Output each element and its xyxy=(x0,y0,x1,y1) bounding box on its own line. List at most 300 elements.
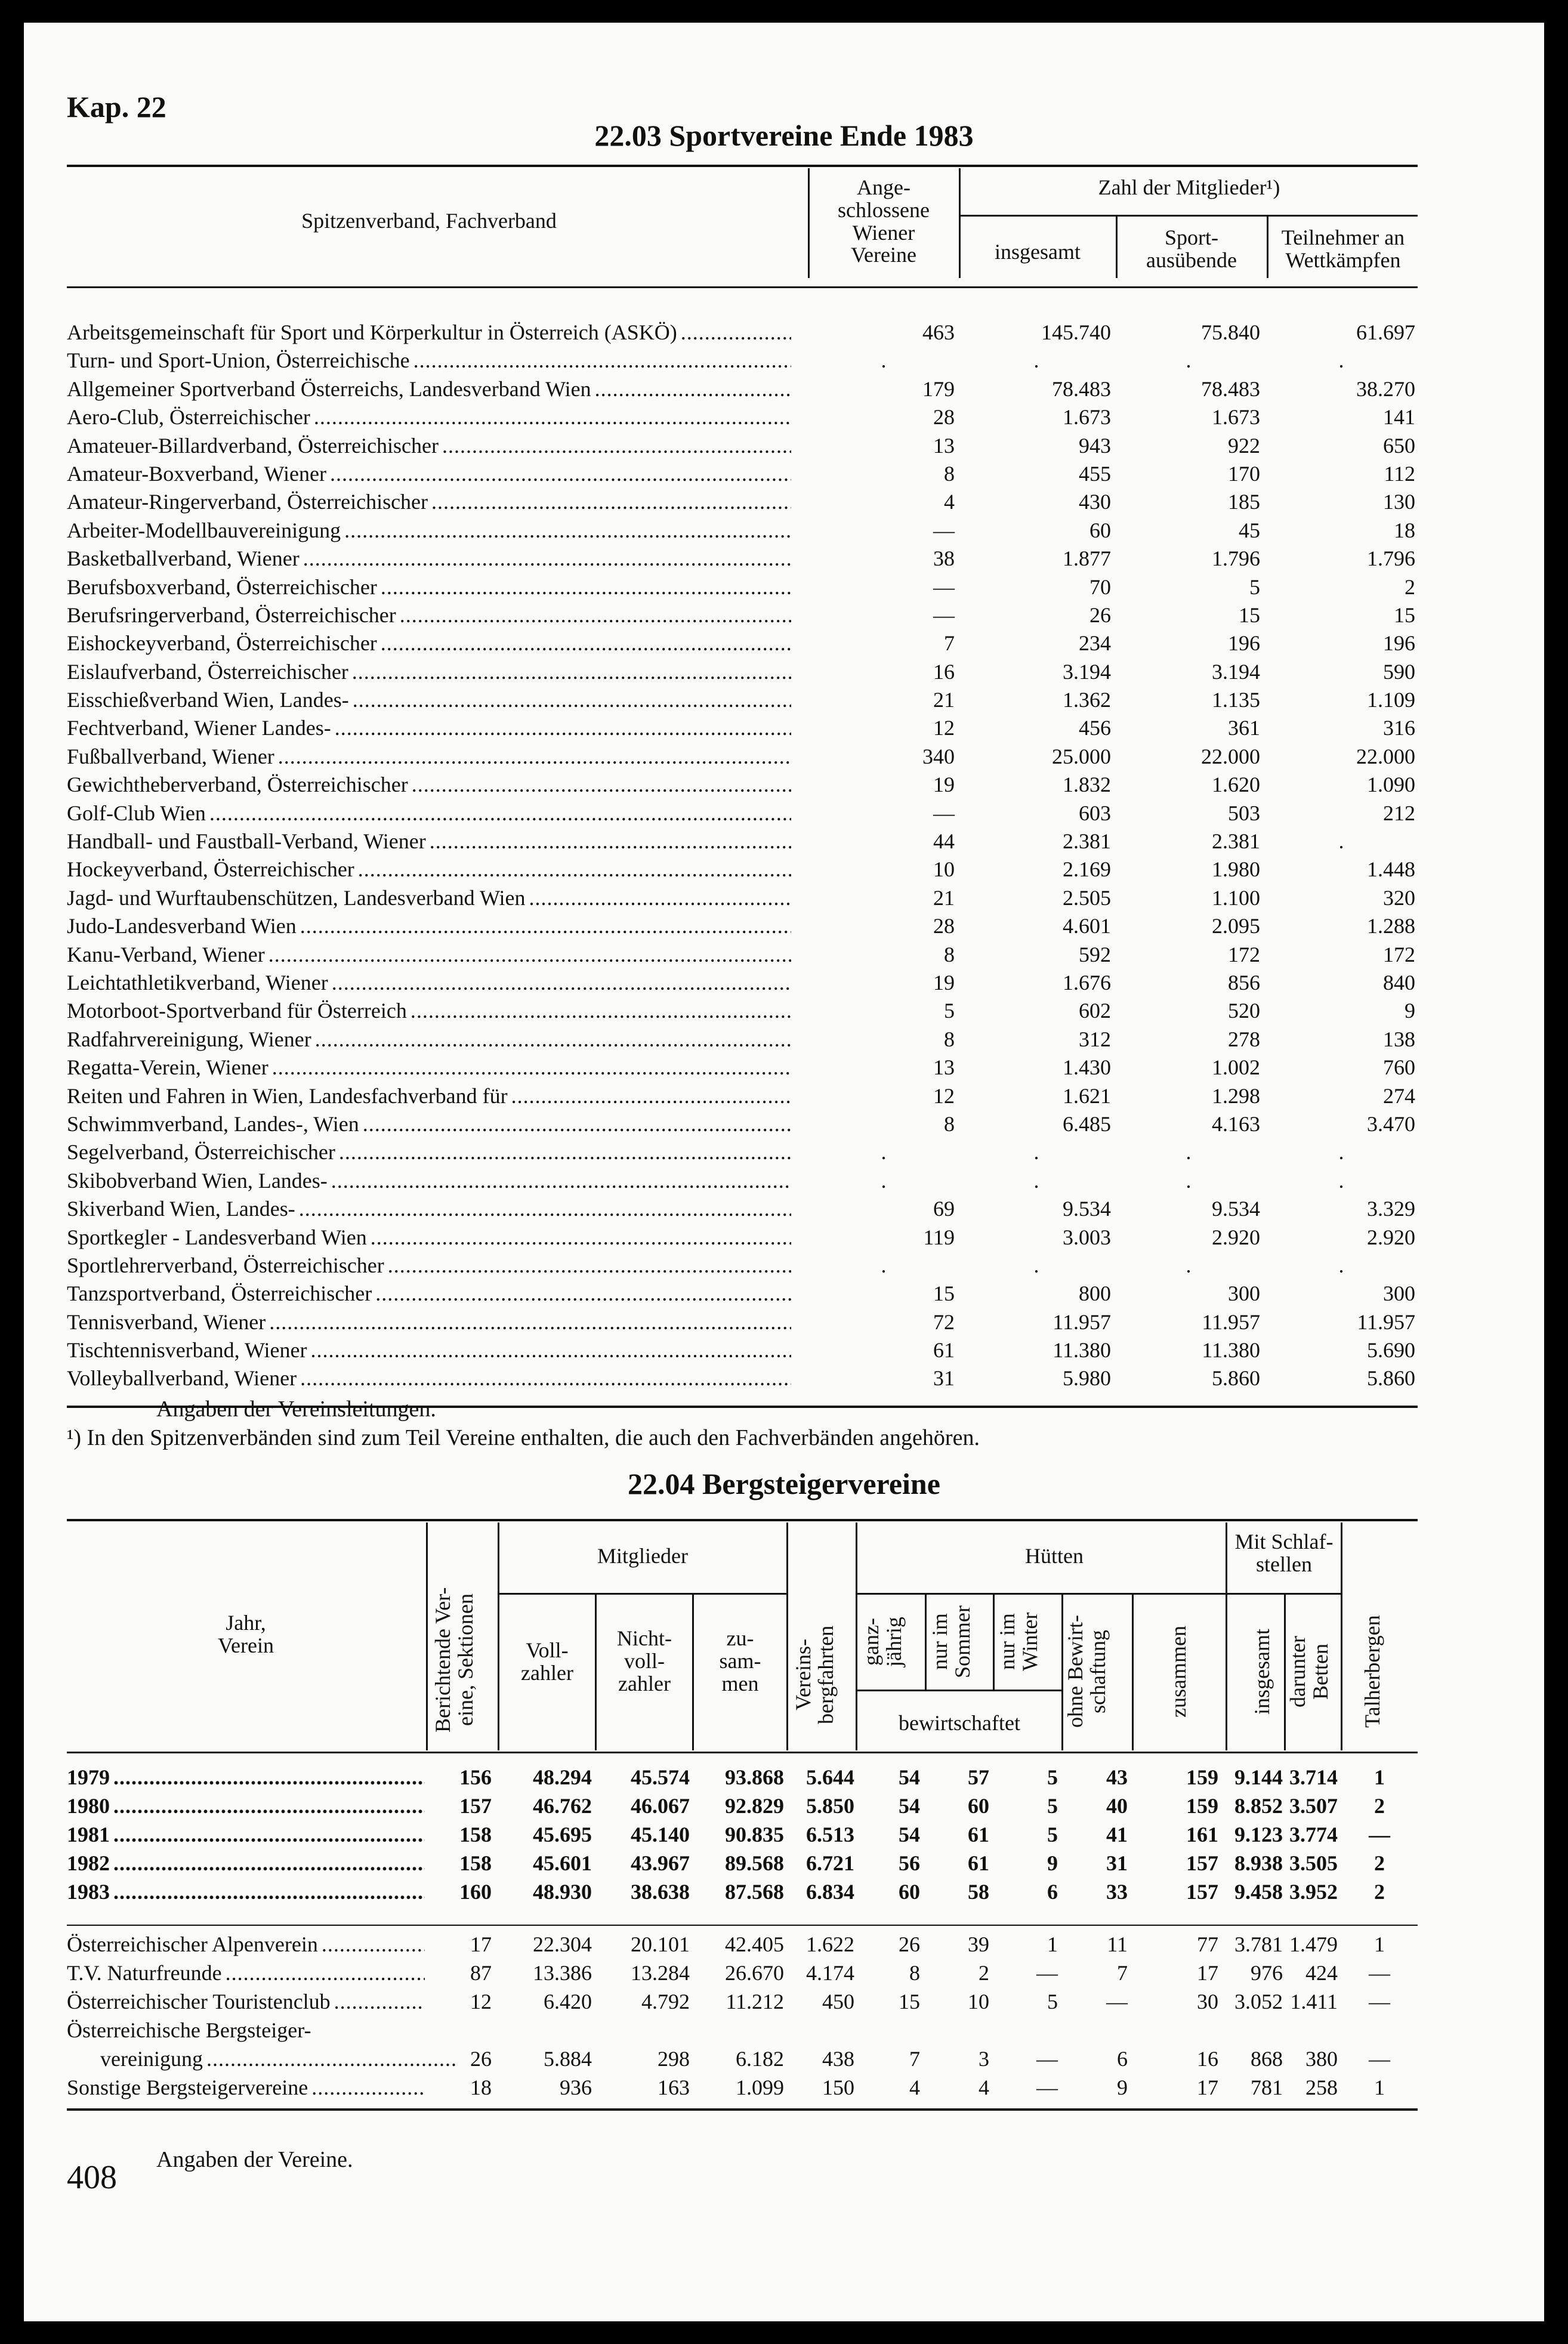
table-row xyxy=(67,857,1418,885)
table2-year-rows xyxy=(67,1765,1418,1908)
leader-dots xyxy=(595,376,791,402)
table-row xyxy=(67,320,1418,348)
cell-value: 60 xyxy=(968,1794,989,1818)
cell-value: 13.284 xyxy=(631,1961,690,1985)
cell-value: 57 xyxy=(968,1765,989,1789)
cell-value: 31 xyxy=(1106,1851,1128,1875)
cell-value: 61 xyxy=(968,1851,989,1875)
header-betten: darunter Betten xyxy=(1286,1636,1332,1707)
cell-value: 54 xyxy=(899,1823,920,1846)
cell-value: 9.534 xyxy=(1212,1197,1260,1221)
cell-value: 9 xyxy=(1117,2076,1128,2099)
cell-value: 1.980 xyxy=(1212,857,1260,882)
cell-value: 61 xyxy=(968,1823,989,1846)
header-divider xyxy=(786,1522,788,1750)
cell-value: 16 xyxy=(933,659,955,684)
cell-value: 430 xyxy=(1079,490,1111,514)
cell-value: . xyxy=(881,348,887,373)
cell-value: 1 xyxy=(1374,1765,1385,1789)
row-label xyxy=(67,942,791,967)
cell-value: 20.101 xyxy=(631,1932,690,1956)
table2-top-rule xyxy=(67,1519,1418,1521)
row-label-text: Golf-Club Wien xyxy=(67,801,206,825)
table-row xyxy=(67,603,1418,631)
table-row xyxy=(67,998,1418,1026)
table-row xyxy=(67,744,1418,772)
cell-value: . xyxy=(1033,348,1039,373)
cell-value: — xyxy=(933,603,955,627)
cell-value: 5.884 xyxy=(544,2047,592,2071)
cell-value: 1.877 xyxy=(1063,546,1111,571)
cell-value: 6.182 xyxy=(736,2047,784,2071)
row-label-text: Österreichischer Touristenclub xyxy=(67,1990,331,2013)
leader-dots xyxy=(335,715,791,740)
row-label-text: Jagd- und Wurftaubenschützen, Landesverband Wien xyxy=(67,885,526,910)
leader-dots xyxy=(209,801,791,826)
cell-value: 22.000 xyxy=(1356,744,1415,768)
cell-value: 15 xyxy=(899,1990,920,2013)
leader-dots xyxy=(442,433,791,458)
row-label xyxy=(67,970,791,995)
table-row xyxy=(67,1027,1418,1055)
cell-value: 10 xyxy=(933,857,955,882)
table-row xyxy=(67,489,1418,517)
cell-value: 26.670 xyxy=(725,1961,784,1985)
header-insgesamt: insgesamt xyxy=(995,240,1081,264)
leader-dots xyxy=(314,404,791,430)
cell-value: 158 xyxy=(459,1823,492,1846)
row-label-text: Skiverband Wien, Landes- xyxy=(67,1197,295,1221)
cell-value: 18 xyxy=(1394,518,1415,542)
cell-value: 11.957 xyxy=(1202,1310,1260,1334)
cell-value: — xyxy=(933,518,955,542)
row-label-text: Tennisverband, Wiener xyxy=(67,1310,266,1334)
row-label xyxy=(67,603,791,628)
row-label xyxy=(67,1851,425,1876)
cell-value: 11.212 xyxy=(726,1990,784,2013)
cell-value: 2 xyxy=(1374,1794,1385,1818)
leader-dots xyxy=(352,659,791,684)
table-row xyxy=(67,1793,1418,1822)
row-label xyxy=(67,546,791,571)
cell-value: 6 xyxy=(1117,2047,1128,2071)
row-label-text: Fechtverband, Wiener Landes- xyxy=(67,716,331,740)
cell-value: 54 xyxy=(899,1765,920,1789)
header-mitglieder-group: Zahl der Mitglieder¹) xyxy=(1098,175,1280,199)
cell-value: 5.644 xyxy=(806,1765,854,1789)
cell-value: — xyxy=(1369,1823,1390,1846)
leader-dots xyxy=(344,518,791,543)
cell-value: 9.534 xyxy=(1063,1197,1111,1221)
cell-value: — xyxy=(1369,1961,1390,1985)
table-row xyxy=(67,772,1418,800)
cell-value: 450 xyxy=(822,1990,854,2013)
cell-value: 7 xyxy=(909,2047,920,2071)
header-zusammen: zu- sam- men xyxy=(719,1626,761,1696)
cell-value: 15 xyxy=(933,1281,955,1306)
cell-value: 2.381 xyxy=(1212,829,1260,854)
row-label xyxy=(67,1310,791,1335)
row-label-text: Arbeitsgemeinschaft für Sport und Körperkultur in Österreich (ASKÖ) xyxy=(67,320,677,344)
row-label-text: Motorboot-Sportverband für Österreich xyxy=(67,999,407,1023)
leader-dots xyxy=(113,1822,425,1847)
cell-value: — xyxy=(1036,2076,1058,2099)
cell-value: . xyxy=(1033,1253,1039,1277)
cell-value: 13.386 xyxy=(533,1961,592,1985)
header-vollzahler: Voll- zahler xyxy=(521,1638,573,1685)
row-label-text: Berufsboxverband, Österreichischer xyxy=(67,575,377,599)
cell-value: 5 xyxy=(1047,1794,1058,1818)
table-row xyxy=(67,1281,1418,1309)
cell-value: 9.144 xyxy=(1234,1765,1283,1789)
table-row xyxy=(67,1765,1418,1793)
table-row xyxy=(67,1310,1418,1338)
row-label xyxy=(67,885,791,910)
cell-value: . xyxy=(1186,1168,1192,1193)
leader-dots xyxy=(371,1225,791,1250)
row-label xyxy=(67,1366,791,1391)
cell-value: 9.458 xyxy=(1234,1880,1283,1904)
cell-value: 9.123 xyxy=(1234,1823,1283,1846)
cell-value: 78.483 xyxy=(1052,376,1111,401)
leader-dots xyxy=(299,1196,791,1221)
table-row xyxy=(67,1168,1418,1196)
row-label-text: 1982 xyxy=(67,1851,110,1875)
cell-value: 21 xyxy=(933,688,955,712)
row-label xyxy=(67,1879,425,1904)
table2-title: 22.04 Bergsteigervereine xyxy=(628,1467,940,1500)
leader-dots xyxy=(330,461,791,486)
cell-value: 170 xyxy=(1228,461,1260,486)
cell-value: 61 xyxy=(933,1338,955,1363)
cell-value: 298 xyxy=(658,2047,690,2071)
table-row xyxy=(67,1960,1418,1989)
header-teilnehmer: Teilnehmer an Wettkämpfen xyxy=(1281,226,1405,272)
row-label-text: Eislaufverband, Österreichischer xyxy=(67,659,348,684)
row-label xyxy=(67,857,791,882)
cell-value: 92.829 xyxy=(725,1794,784,1818)
table-row xyxy=(67,433,1418,461)
leader-dots xyxy=(303,546,791,571)
cell-value: 163 xyxy=(658,2076,690,2099)
row-label-text: Sonstige Bergsteigervereine xyxy=(67,2076,308,2099)
row-label-text: Turn- und Sport-Union, Österreichische xyxy=(67,348,410,373)
cell-value: 17 xyxy=(470,1932,492,1956)
cell-value: . xyxy=(1338,1168,1344,1193)
cell-value: 44 xyxy=(933,829,955,854)
table-row xyxy=(67,1055,1418,1083)
cell-value: 87 xyxy=(470,1961,492,1985)
header-bewirtschaftet: bewirtschaftet xyxy=(899,1711,1020,1735)
cell-value: 1 xyxy=(1047,1932,1058,1956)
chapter-label: Kap. 22 xyxy=(67,90,166,123)
leader-dots xyxy=(511,1083,791,1108)
cell-value: 141 xyxy=(1383,405,1415,430)
cell-value: 26 xyxy=(470,2047,492,2071)
cell-value: 11.380 xyxy=(1202,1338,1260,1363)
header-bergfahrten: Vereins- bergfahrten xyxy=(791,1625,838,1724)
row-label-text: T.V. Naturfreunde xyxy=(67,1961,222,1985)
cell-value: 300 xyxy=(1383,1281,1415,1306)
row-label-text: Eishockeyverband, Österreichischer xyxy=(67,631,377,656)
row-label xyxy=(67,1281,791,1306)
cell-value: 1.362 xyxy=(1063,688,1111,712)
header-divider xyxy=(993,1594,995,1690)
cell-value: . xyxy=(881,1168,887,1193)
cell-value: 1 xyxy=(1374,1932,1385,1956)
cell-value: 93.868 xyxy=(725,1765,784,1789)
row-label-text: Segelverband, Österreichischer xyxy=(67,1140,335,1165)
cell-value: 161 xyxy=(1186,1823,1218,1846)
row-label-text: Volleyballverband, Wiener xyxy=(67,1366,297,1391)
cell-value: 185 xyxy=(1228,490,1260,514)
leader-dots xyxy=(278,744,791,769)
cell-value: 3.505 xyxy=(1289,1851,1338,1875)
leader-dots xyxy=(300,1366,791,1391)
cell-value: 1.796 xyxy=(1212,546,1260,571)
cell-value: 19 xyxy=(933,970,955,995)
cell-value: 13 xyxy=(933,1055,955,1080)
row-label xyxy=(67,772,791,797)
cell-value: 172 xyxy=(1383,942,1415,966)
cell-value: 5 xyxy=(944,999,955,1023)
cell-value: 158 xyxy=(459,1851,492,1875)
cell-value: 90.835 xyxy=(725,1823,784,1846)
table-row xyxy=(67,715,1418,743)
row-label xyxy=(67,376,791,402)
cell-value: 3.052 xyxy=(1234,1990,1283,2013)
row-label xyxy=(67,829,791,854)
cell-value: 316 xyxy=(1383,716,1415,740)
table2-middle-rule xyxy=(67,1925,1418,1926)
table-row xyxy=(67,2075,1418,2104)
cell-value: 602 xyxy=(1079,999,1111,1023)
header-divider xyxy=(1132,1594,1134,1750)
cell-value: — xyxy=(1369,1990,1390,2013)
header-nur-sommer: nur im Sommer xyxy=(928,1605,974,1678)
cell-value: 196 xyxy=(1383,631,1415,656)
cell-value: 18 xyxy=(470,2076,492,2099)
cell-value: — xyxy=(1106,1990,1128,2013)
row-label xyxy=(67,1253,791,1278)
cell-value: 1.288 xyxy=(1367,914,1415,938)
row-label-text: Tischtennisverband, Wiener xyxy=(67,1338,307,1363)
row-label xyxy=(67,518,791,543)
leader-dots xyxy=(358,857,791,882)
cell-value: 45 xyxy=(1239,518,1260,542)
cell-value: 21 xyxy=(933,885,955,910)
cell-value: 15 xyxy=(1239,603,1260,627)
row-label-text: Österreichischer Alpenverein xyxy=(67,1932,318,1956)
leader-dots xyxy=(430,829,791,854)
row-label xyxy=(67,1196,791,1221)
cell-value: 3.507 xyxy=(1289,1794,1338,1818)
leader-dots xyxy=(331,1168,791,1193)
table2-bottom-rule xyxy=(67,2108,1418,2111)
cell-value: 38.638 xyxy=(631,1880,690,1904)
cell-value: 28 xyxy=(933,914,955,938)
row-label-text: Eisschießverband Wien, Landes- xyxy=(67,688,349,712)
cell-value: 5.980 xyxy=(1063,1366,1111,1391)
leader-dots xyxy=(113,1851,425,1876)
cell-value: . xyxy=(1186,348,1192,373)
table-row xyxy=(67,348,1418,376)
cell-value: 2.920 xyxy=(1367,1225,1415,1249)
row-label xyxy=(67,489,791,514)
row-label xyxy=(67,2046,458,2071)
cell-value: 800 xyxy=(1079,1281,1111,1306)
cell-value: 1.099 xyxy=(736,2076,784,2099)
cell-value: 781 xyxy=(1251,2076,1283,2099)
cell-value: 61.697 xyxy=(1356,320,1415,344)
cell-value: 48.930 xyxy=(533,1880,592,1904)
document-page xyxy=(24,23,1544,2321)
cell-value: 78.483 xyxy=(1201,376,1260,401)
cell-value: 48.294 xyxy=(533,1765,592,1789)
cell-value: 16 xyxy=(1197,2047,1218,2071)
row-label xyxy=(67,433,791,458)
cell-value: 300 xyxy=(1228,1281,1260,1306)
cell-value: . xyxy=(1033,1140,1039,1165)
table-row xyxy=(67,1196,1418,1224)
cell-value: 30 xyxy=(1197,1990,1218,2013)
leader-dots xyxy=(353,687,791,712)
cell-value: 5 xyxy=(1047,1990,1058,2013)
cell-value: 3.003 xyxy=(1063,1225,1111,1249)
header-verband: Spitzenverband, Fachverband xyxy=(301,209,557,233)
cell-value: 15 xyxy=(1394,603,1415,627)
row-label xyxy=(67,1139,791,1165)
cell-value: 3.470 xyxy=(1367,1111,1415,1136)
cell-value: 38 xyxy=(933,546,955,571)
cell-value: . xyxy=(1338,1253,1344,1277)
row-label xyxy=(67,575,791,600)
cell-value: 380 xyxy=(1305,2047,1338,2071)
cell-value: 46.067 xyxy=(631,1794,690,1818)
cell-value: 6.721 xyxy=(806,1851,854,1875)
table-row xyxy=(67,461,1418,489)
row-label xyxy=(67,404,791,430)
row-label xyxy=(67,1027,791,1052)
table-row xyxy=(67,2046,1418,2075)
cell-value: . xyxy=(881,1140,887,1165)
cell-value: 1.673 xyxy=(1063,405,1111,430)
cell-value: 1 xyxy=(1374,2076,1385,2099)
cell-value: 72 xyxy=(933,1310,955,1334)
row-label xyxy=(67,913,791,938)
cell-value: 212 xyxy=(1383,801,1415,825)
header-divider xyxy=(499,1593,787,1595)
row-label-text: Sportlehrerverband, Österreichischer xyxy=(67,1253,384,1277)
cell-value: 138 xyxy=(1383,1027,1415,1051)
header-talherbergen: Talherbergen xyxy=(1360,1615,1384,1728)
cell-value: 46.762 xyxy=(533,1794,592,1818)
row-label-text: Aero-Club, Österreichischer xyxy=(67,405,310,430)
row-label-text: Hockeyverband, Österreichischer xyxy=(67,857,354,882)
cell-value: 6.834 xyxy=(806,1880,854,1904)
cell-value: 8 xyxy=(944,942,955,966)
row-label xyxy=(67,1960,425,1985)
table-row xyxy=(67,631,1418,659)
cell-value: 6 xyxy=(1047,1880,1058,1904)
cell-value: 157 xyxy=(459,1794,492,1818)
cell-value: — xyxy=(1369,2047,1390,2071)
row-label-text: Amateur-Ringerverband, Österreichischer xyxy=(67,490,428,514)
cell-value: 4 xyxy=(979,2076,989,2099)
table-row xyxy=(67,913,1418,941)
cell-value: 7 xyxy=(944,631,955,656)
table2-club-rows xyxy=(67,1932,1418,2104)
cell-value: 196 xyxy=(1228,631,1260,656)
leader-dots xyxy=(410,998,791,1023)
table1-footnote: ¹) In den Spitzenverbänden sind zum Teil Vereine enthalten, die auch den Fachverbänden angehören. xyxy=(67,1425,980,1450)
row-label-text: 1983 xyxy=(67,1880,110,1904)
cell-value: 43.967 xyxy=(631,1851,690,1875)
table-row xyxy=(67,659,1418,687)
cell-value: 3.194 xyxy=(1212,659,1260,684)
cell-value: 25.000 xyxy=(1052,744,1111,768)
header-divider xyxy=(857,1593,1251,1595)
leader-dots xyxy=(681,320,791,345)
row-label-text: 1979 xyxy=(67,1765,110,1789)
cell-value: — xyxy=(1036,1961,1058,1985)
cell-value: 4.792 xyxy=(641,1990,690,2013)
row-label xyxy=(67,1989,425,2014)
leader-dots xyxy=(206,2046,458,2071)
cell-value: 1.621 xyxy=(1063,1083,1111,1108)
cell-value: 157 xyxy=(1186,1880,1218,1904)
leader-dots xyxy=(334,1989,425,2014)
table2-header-rule xyxy=(67,1752,1418,1753)
cell-value: 89.568 xyxy=(725,1851,784,1875)
table-row xyxy=(67,1083,1418,1111)
cell-value: 54 xyxy=(899,1794,920,1818)
cell-value: 22.000 xyxy=(1201,744,1260,768)
table-row xyxy=(67,829,1418,857)
cell-value: 8 xyxy=(944,461,955,486)
leader-dots xyxy=(300,913,791,938)
cell-value: 3.714 xyxy=(1289,1765,1338,1789)
cell-value: 1.832 xyxy=(1063,773,1111,797)
leader-dots xyxy=(375,1281,791,1306)
cell-value: 28 xyxy=(933,405,955,430)
header-divider xyxy=(961,215,1418,217)
cell-value: 45.140 xyxy=(631,1823,690,1846)
row-label xyxy=(67,320,791,345)
cell-value: 56 xyxy=(899,1851,920,1875)
cell-value: 42.405 xyxy=(725,1932,784,1956)
cell-value: 922 xyxy=(1228,433,1260,458)
row-label-text: vereinigung xyxy=(100,2047,203,2071)
row-label xyxy=(67,1765,425,1790)
table-row xyxy=(67,1225,1418,1253)
cell-value: 5 xyxy=(1249,575,1260,599)
row-label-text: Amateuer-Billardverband, Österreichischer xyxy=(67,433,439,458)
leader-dots xyxy=(272,1055,791,1080)
cell-value: 6.485 xyxy=(1063,1111,1111,1136)
cell-value: 38.270 xyxy=(1356,376,1415,401)
header-divider xyxy=(426,1522,428,1750)
cell-value: 760 xyxy=(1383,1055,1415,1080)
table-row xyxy=(67,1851,1418,1879)
cell-value: 11.380 xyxy=(1052,1338,1111,1363)
table-row xyxy=(67,1139,1418,1168)
cell-value: 592 xyxy=(1079,942,1111,966)
header-nur-winter: nur im Winter xyxy=(995,1612,1042,1672)
cell-value: 1.673 xyxy=(1212,405,1260,430)
row-label xyxy=(67,1338,791,1363)
leader-dots xyxy=(431,489,791,514)
